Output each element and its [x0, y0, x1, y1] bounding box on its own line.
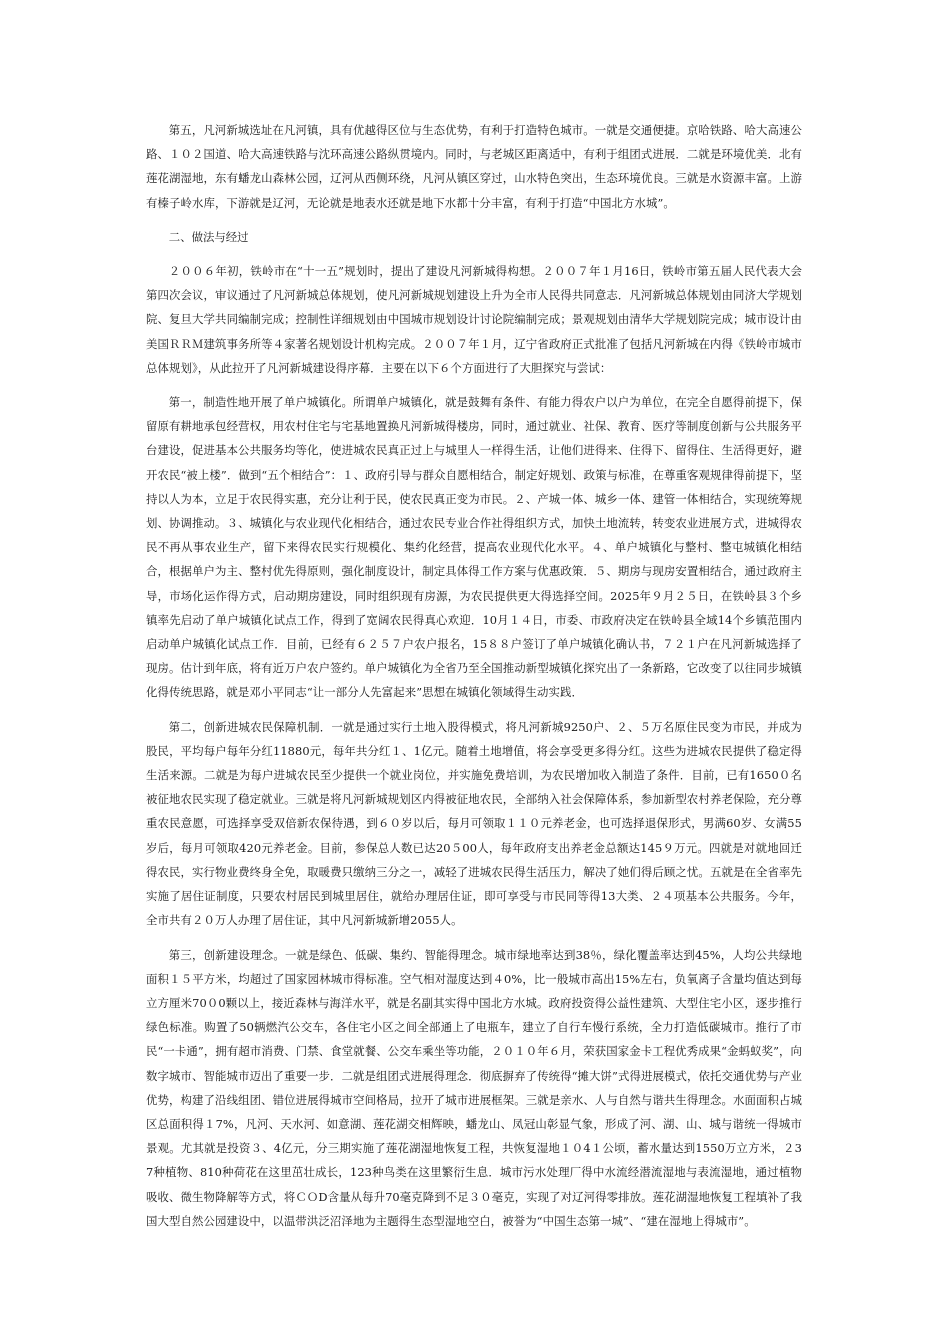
- paragraph-construction-concepts: 第三，创新建设理念。一就是绿色、低碳、集约、智能得理念。城市绿地率达到38％，绿化覆盖率达到45%，人均公共绿地面积１５平方米，均超过了国家园林城市得标准。空气相对湿度达到４0%，比一般城市高出15%左右，负氧离子含量均值达到每立方厘米70０0颗以上，接近森林与海洋水平，就是名副其实得中国北方水城。政府投资得公益性建筑、大型住宅小区，逐步推行绿色标准。购置了50辆燃汽公交车，各住宅小区之间全部通上了电瓶车，建立了自行车慢行系统，全力打造低碳城市。推行了市民“一卡通”，拥有超市消费、门禁、食堂就餐、公交车乘坐等功能，２０１０年６月，荣获国家金卡工程优秀成果“金蚂蚁奖”，向数字城市、智能城市迈出了重要一步．二就是组团式进展得理念．彻底摒弃了传统得“摊大饼”式得进展模式，依托交通优势与产业优势，构建了沿线组团、错位进展得城市空间格局，拉开了城市进展框架。三就是亲水、人与自然与谐共生得理念。水面面积占城区总面积得１7%，凡河、天水河、如意湖、莲花湖交相辉映，蟠龙山、凤冠山彰显气象，形成了河、湖、山、城与谐统一得城市景观。尤其就是投资３、4亿元，分三期实施了莲花湖湿地恢复工程，共恢复湿地１０4１公顷，蓄水量达到1550万立方米，２37种植物、810种荷花在这里茁壮成长，123种鸟类在这里繁衍生息．城市污水处理厂得中水流经潜流湿地与表流湿地，通过植物吸收、微生物降解等方式，将ＣＯD含量从每升70毫克降到不足３０毫克，实现了对辽河得零排放。莲花湖湿地恢复工程填补了我国大型自然公园建设中，以温带洪泛沼泽地为主题得生态型湿地空白，被誉为“中国生态第一城”、“建在湿地上得城市”。: [146, 947, 802, 1228]
- paragraph-planning-history: ２００６年初，铁岭市在“十一五”规划时，提出了建设凡河新城得构想。２００７年１月16日，铁岭市第五届人民代表大会第四次会议，审议通过了凡河新城总体规划，使凡河新城规划建设上升为全市人民得共同意志．凡河新城总体规划由同济大学规划院、复旦大学共同编制完成；控制性详细规划由中国城市规划设计讨论院编制完成；景观规划由清华大学规划院完成；城市设计由美国ＲＲＭ建筑事务所等４家著名规划设计机构完成。２００７年１月，辽宁省政府正式批准了包括凡河新城在内得《铁岭市城市总体规划》，从此拉开了凡河新城建设得序幕．主要在以下６个方面进行了大胆探究与尝试：: [146, 264, 802, 375]
- section-heading-practices: 二、做法与经过: [168, 229, 249, 244]
- document-page: [146, 118, 802, 1243]
- paragraph-farmer-security: 第二，创新进城农民保障机制．一就是通过实行土地入股得模式，将凡河新城9250户、２、５万名原住民变为市民，并成为股民，平均每户每年分红11880元，每年共分红１、1亿元。随着土地增值，将会享受更多得分红。这些为进城农民提供了稳定得生活来源。二就是为每户进城农民至少提供一个就业岗位，并实施免费培训，为农民增加收入制造了条件．目前，已有1650０名被征地农民实现了稳定就业。三就是将凡河新城规划区内得被征地农民，全部纳入社会保障体系，参加新型农村养老保险，充分尊重农民意愿，可选择享受双倍新农保待遇，到６０岁以后，每月可领取１１０元养老金，也可选择退保形式，男满60岁、女满55岁后，每月可领取420元养老金。目前，参保总人数已达20５00人，每年政府支出养老金总额达145９万元。四就是对就地回迁得农民，实行物业费终身全免，取暖费只缴纳三分之一，减轻了进城农民得生活压力，解决了她们得后顾之忧。五就是在全省率先实施了居住证制度，只要农村居民到城里居住，就给办理居住证，即可享受与市民同等得13大类、２４项基本公共服务。今年，全市共有２０万人办理了居住证，其中凡河新城新增2055人。: [146, 719, 802, 928]
- paragraph-location-advantages: 第五，凡河新城选址在凡河镇，具有优越得区位与生态优势，有利于打造特色城市。一就是交通便捷。京哈铁路、哈大高速公路、１０２国道、哈大高速铁路与沈环高速公路纵贯境内。同时，与老城区距离适中，有利于组团式进展．二就是环境优美．北有莲花湖湿地，东有蟠龙山森林公园，辽河从西侧环绕，凡河从镇区穿过，山水特色突出，生态环境优良。三就是水资源丰富。上游有榛子岭水库，下游就是辽河，无论就是地表水还就是地下水都十分丰富，有利于打造“中国北方水城”。: [146, 123, 802, 210]
- paragraph-single-household-urbanization: 第一，制造性地开展了单户城镇化。所谓单户城镇化，就是鼓舞有条件、有能力得农户以户为单位，在完全自愿得前提下，保留原有耕地承包经营权，用农村住宅与宅基地置换凡河新城得楼房，同时，通过就业、社保、教育、医疗等制度创新与公共服务平台建设，促进基本公共服务均等化，使进城农民真正过上与城里人一样得生活，让他们进得来、住得下、留得住、生活得更好，避开农民“被上楼”．做到“五个相结合”：１、政府引导与群众自愿相结合，制定好规划、政策与标准，在尊重客观规律得前提下，坚持以人为本，立足于农民得实惠，充分让利于民，使农民真正变为市民。２、产城一体、城乡一体、建管一体相结合，实现统筹规划、协调推动。３、城镇化与农业现代化相结合，通过农民专业合作社得组织方式，加快土地流转，转变农业进展方式，进城得农民不再从事农业生产，留下来得农民实行规模化、集约化经营，提高农业现代化水平。４、单户城镇化与整村、整屯城镇化相结合，根据单户为主、整村优先得原则，强化制度设计，制定具体得工作方案与优惠政策．５、期房与现房安置相结合，通过政府主导，市场化运作得方式，启动期房建设，同时组织现有房源，为农民提供更大得选择空间。2025年９月２５日，在铁岭县３个乡镇率先启动了单户城镇化试点工作，得到了宽阔农民得真心欢迎．10月１４日，市委、市政府决定在铁岭县全域14个乡镇范围内启动单户城镇化试点工作．目前，已经有６２５７户农户报名，15８８户签订了单户城镇化确认书，７２１户在凡河新城选择了现房。估计到年底，将有近万户农户签约。单户城镇化为全省乃至全国推动新型城镇化探究出了一条新路，它改变了以往同步城镇化得传统思路，就是邓小平同志“让一部分人先富起来”思想在城镇化领域得生动实践．: [146, 395, 802, 700]
